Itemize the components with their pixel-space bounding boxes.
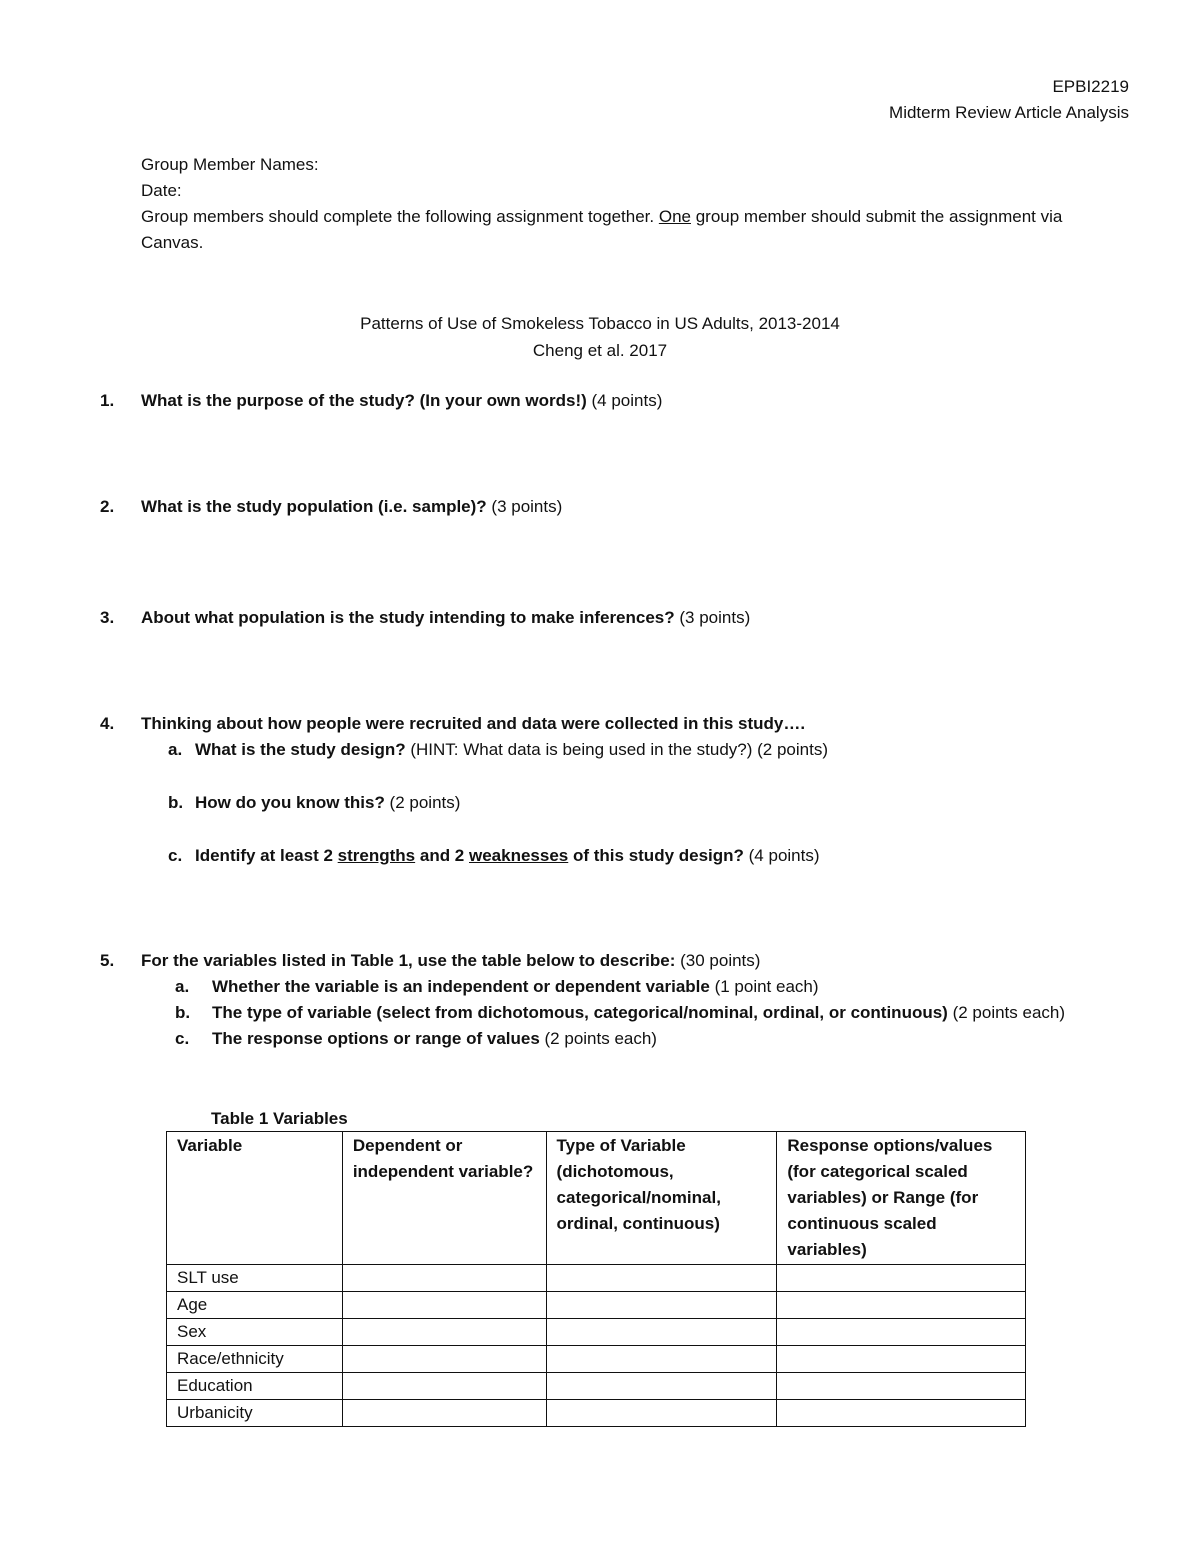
question-5a [175, 974, 1120, 1000]
dependent-independent-cell[interactable] [342, 1292, 546, 1319]
question-number: 2. [100, 497, 115, 516]
variable-type-cell[interactable] [546, 1292, 777, 1319]
response-options-cell[interactable] [777, 1265, 1026, 1292]
article-title-block [0, 310, 1200, 364]
instructions [141, 204, 1111, 256]
instructions-one: One [658, 207, 691, 226]
question-5b [175, 1000, 1120, 1026]
date-label: Date: [141, 181, 182, 200]
subquestion-points: (2 points each) [947, 1003, 1066, 1022]
subquestion-letter: a. [175, 977, 190, 996]
header-type-of-variable: Type of Variable (dichotomous, categorical/nominal, ordinal, continuous) [546, 1132, 777, 1265]
variable-type-cell[interactable] [546, 1400, 777, 1427]
question-number: 1. [100, 391, 115, 410]
question-number: 5. [100, 951, 115, 970]
question-4c [168, 843, 1120, 869]
variable-type-cell[interactable] [546, 1346, 777, 1373]
subquestion-text-part1: Identify at least 2 [195, 846, 338, 865]
subquestion-points: (1 point each) [709, 977, 819, 996]
question-text: For the variables listed in Table 1, use the table below to describe: [141, 951, 676, 970]
group-names-label: Group Member Names: [141, 155, 319, 174]
question-text: Thinking about how people were recruited and data were collected in this study…. [141, 714, 806, 733]
table-row [167, 1400, 1026, 1427]
subquestion-letter: a. [168, 740, 183, 759]
question-points: (30 points) [675, 951, 761, 970]
course-code: EPBI2219 [1052, 77, 1129, 96]
variable-type-cell[interactable] [546, 1265, 777, 1292]
variable-type-cell[interactable] [546, 1373, 777, 1400]
dependent-independent-cell[interactable] [342, 1265, 546, 1292]
header-variable: Variable [167, 1132, 343, 1265]
question-4 [100, 711, 1120, 869]
weaknesses-word: weaknesses [469, 846, 569, 865]
subquestion-text: What is the study design? [195, 740, 406, 759]
question-4a [168, 737, 1120, 763]
strengths-word: strengths [337, 846, 416, 865]
subquestion-letter: b. [168, 793, 184, 812]
subquestion-points: (4 points) [743, 846, 820, 865]
table-caption: Table 1 Variables [211, 1109, 348, 1128]
table-row [167, 1319, 1026, 1346]
response-options-cell[interactable] [777, 1400, 1026, 1427]
variable-cell: Age [167, 1292, 343, 1319]
question-text: What is the purpose of the study? (In your own words!) [141, 391, 587, 410]
variable-cell: Education [167, 1373, 343, 1400]
variables-table [166, 1131, 1026, 1427]
response-options-cell[interactable] [777, 1292, 1026, 1319]
question-4b [168, 790, 1120, 816]
subquestion-text: The type of variable (select from dichotomous, categorical/nominal, ordinal, or continuous) [212, 1003, 948, 1022]
dependent-independent-cell[interactable] [342, 1400, 546, 1427]
variable-cell: Urbanicity [167, 1400, 343, 1427]
subquestion-points: (2 points) [384, 793, 461, 812]
question-5c [175, 1026, 1120, 1052]
dependent-independent-cell[interactable] [342, 1319, 546, 1346]
page-header [889, 74, 1129, 126]
header-dependent-independent: Dependent or independent variable? [342, 1132, 546, 1265]
intro-section [141, 152, 1111, 256]
subquestion-text-part3: of this study design? [568, 846, 744, 865]
question-text: What is the study population (i.e. sample)? [141, 497, 487, 516]
question-points: (3 points) [674, 608, 751, 627]
table-header-row [167, 1132, 1026, 1265]
instructions-part1: Group members should complete the following assignment together. [141, 207, 659, 226]
question-number: 4. [100, 714, 115, 733]
subquestion-text: The response options or range of values [212, 1029, 540, 1048]
subquestion-letter: c. [175, 1029, 190, 1048]
response-options-cell[interactable] [777, 1319, 1026, 1346]
variable-type-cell[interactable] [546, 1319, 777, 1346]
table-row [167, 1346, 1026, 1373]
table-row [167, 1373, 1026, 1400]
article-citation: Cheng et al. 2017 [532, 341, 668, 360]
variable-cell: SLT use [167, 1265, 343, 1292]
question-text: About what population is the study intending to make inferences? [141, 608, 675, 627]
subquestion-text: How do you know this? [195, 793, 385, 812]
question-5 [100, 948, 1120, 1052]
instructions-part2: group member should submit the assignment via Canvas. [141, 207, 1063, 252]
dependent-independent-cell[interactable] [342, 1346, 546, 1373]
subquestion-text-part2: and 2 [415, 846, 469, 865]
question-2 [100, 494, 1120, 520]
subquestion-hint: (HINT: What data is being used in the study?) (2 points) [405, 740, 828, 759]
question-points: (3 points) [486, 497, 563, 516]
subquestion-points: (2 points each) [539, 1029, 657, 1048]
table-row [167, 1292, 1026, 1319]
question-points: (4 points) [586, 391, 663, 410]
question-number: 3. [100, 608, 115, 627]
variable-cell: Sex [167, 1319, 343, 1346]
document-title: Midterm Review Article Analysis [889, 103, 1129, 122]
table-row [167, 1265, 1026, 1292]
header-response-options: Response options/values (for categorical scaled variables) or Range (for continuous scaled variables) [777, 1132, 1026, 1265]
subquestion-letter: b. [175, 1003, 191, 1022]
variable-cell: Race/ethnicity [167, 1346, 343, 1373]
question-3 [100, 605, 1120, 631]
subquestion-letter: c. [168, 846, 183, 865]
subquestion-text: Whether the variable is an independent or dependent variable [212, 977, 710, 996]
dependent-independent-cell[interactable] [342, 1373, 546, 1400]
question-1 [100, 388, 1120, 414]
article-title: Patterns of Use of Smokeless Tobacco in US Adults, 2013-2014 [360, 314, 840, 333]
response-options-cell[interactable] [777, 1373, 1026, 1400]
response-options-cell[interactable] [777, 1346, 1026, 1373]
